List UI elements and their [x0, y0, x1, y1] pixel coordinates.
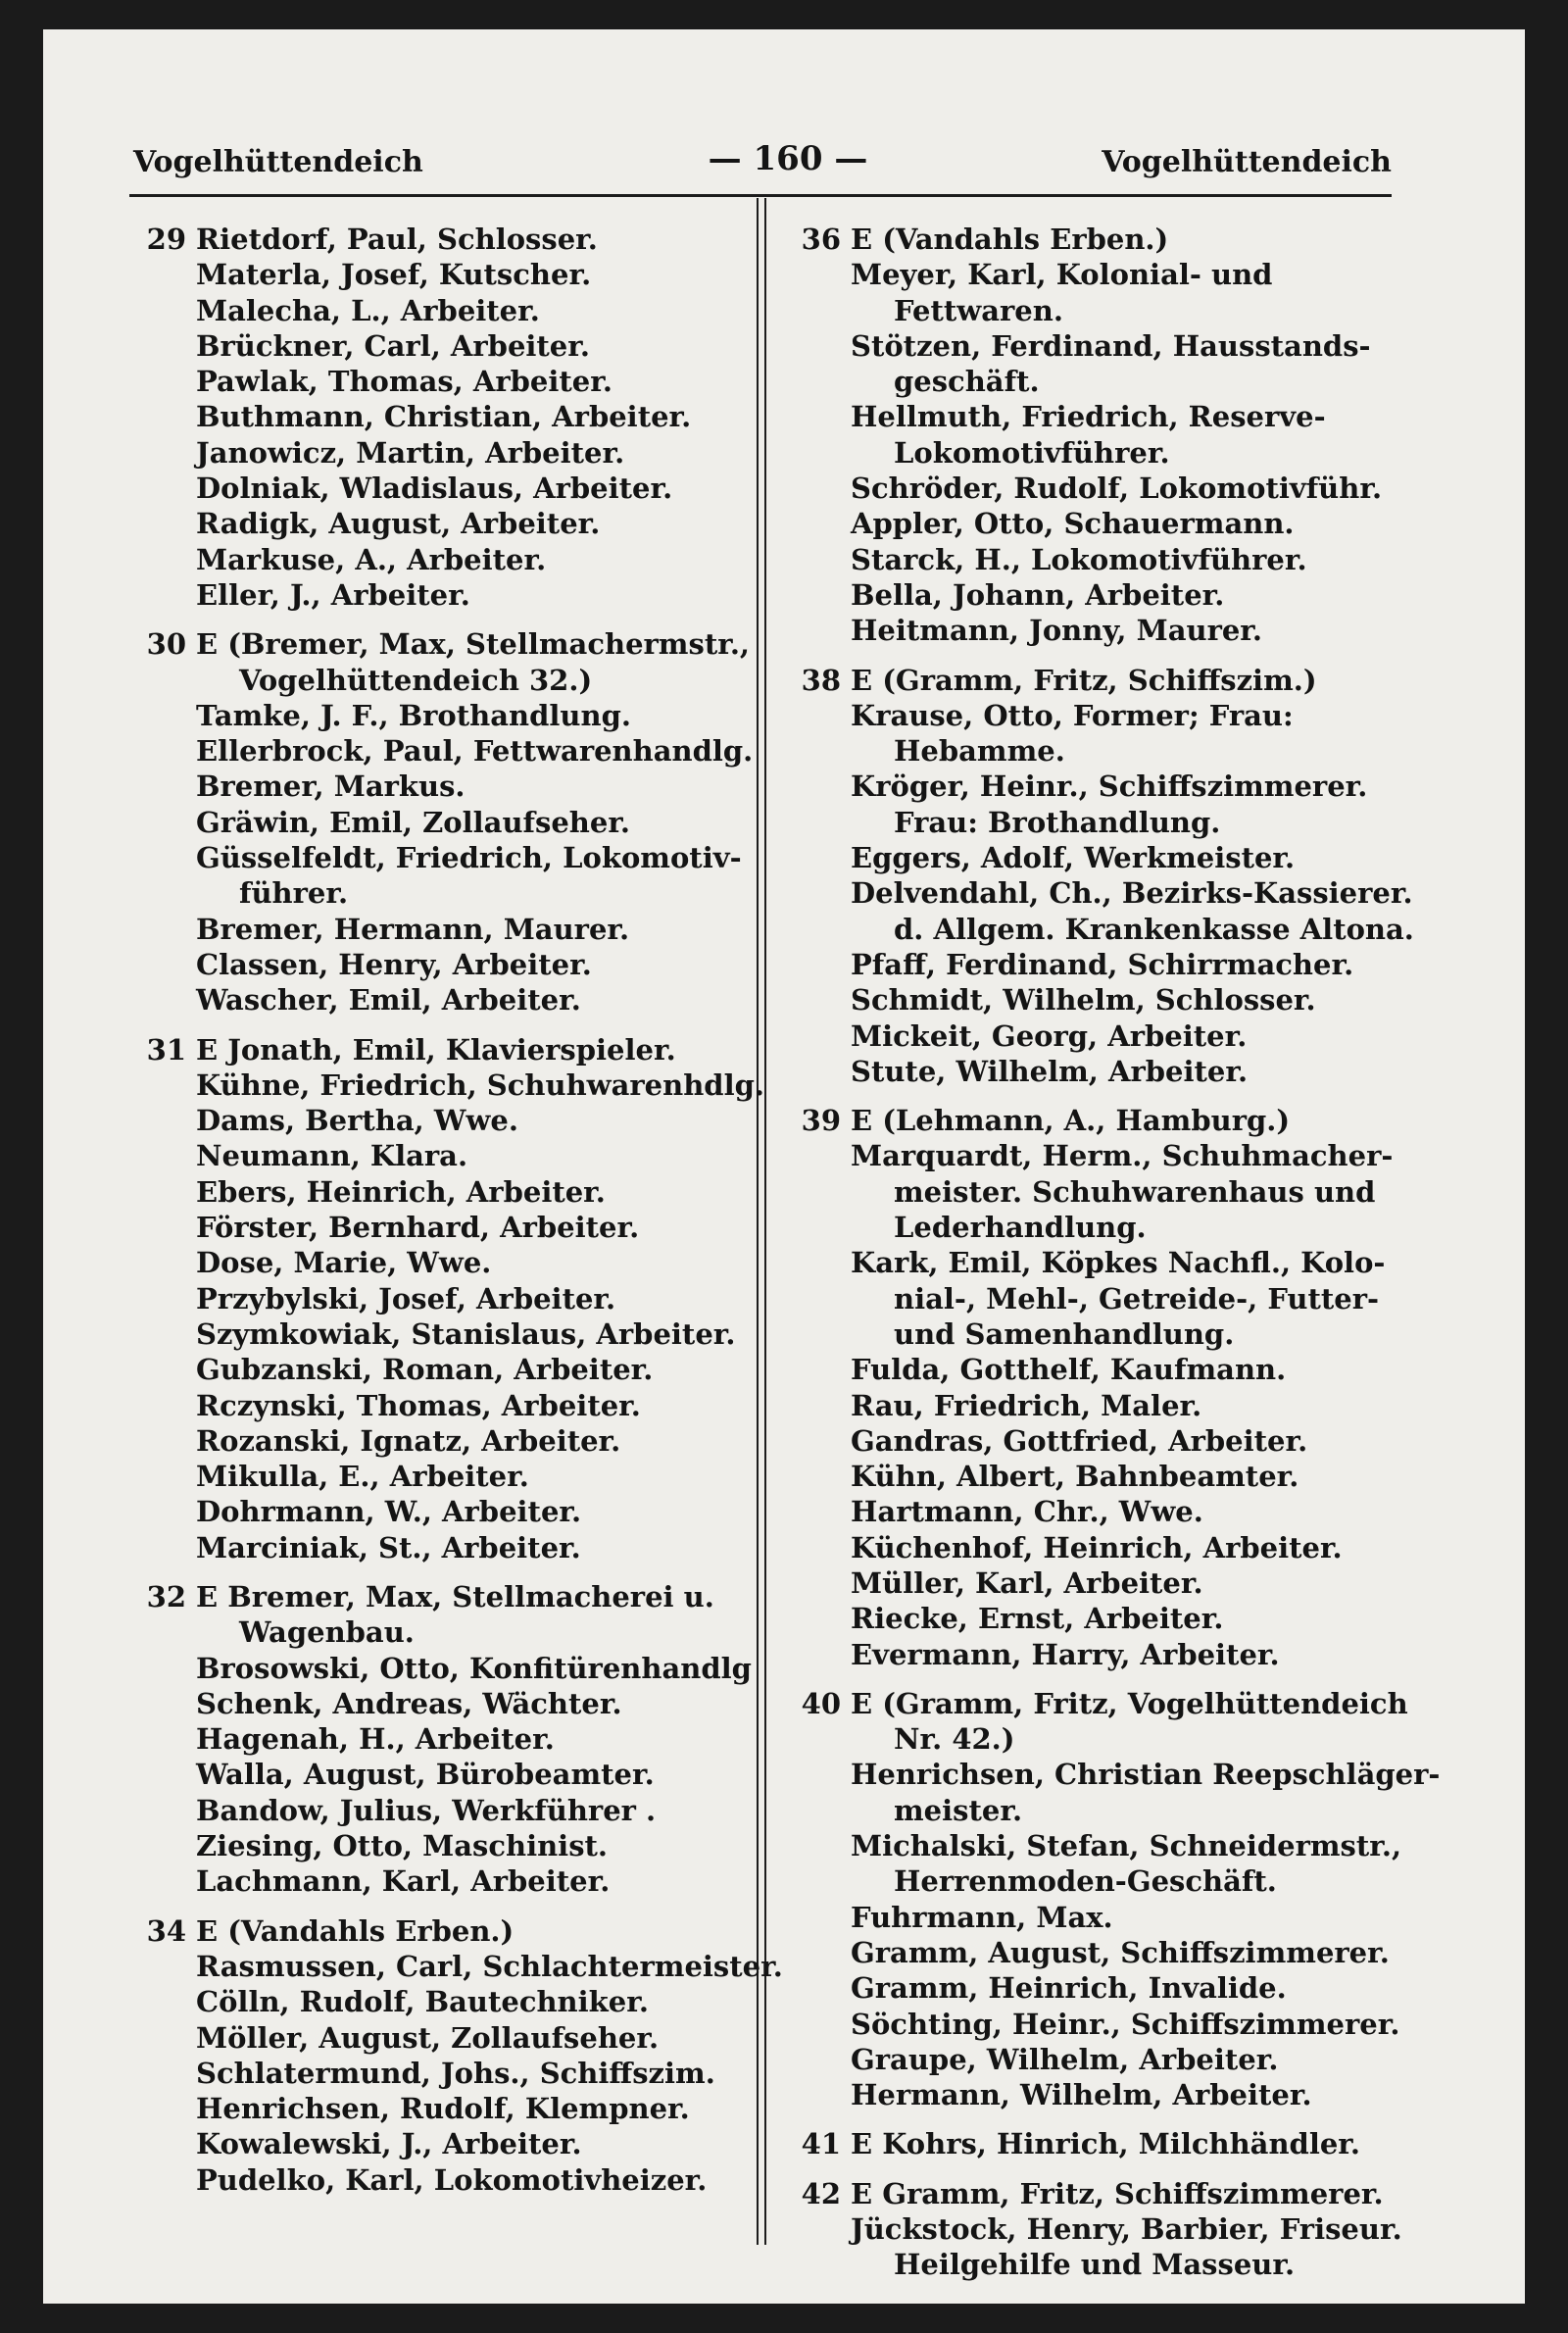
house-entry [141, 222, 744, 613]
resident-line [796, 542, 1462, 577]
resident-line [141, 542, 744, 577]
entry-text: Marquardt, Herm., Schuhmacher- [851, 1139, 1394, 1173]
entry-text: Henrichsen, Rudolf, Klempner. [196, 2092, 690, 2126]
house-line [796, 2126, 1462, 2161]
house-entry [141, 1579, 752, 1900]
entry-text: Ellerbrock, Paul, Fettwarenhandlg. [196, 734, 754, 769]
entry-text: Malecha, L., Arbeiter. [196, 293, 540, 327]
house-number: 34 [146, 1913, 186, 1948]
entry-text: Brosowski, Otto, Konfitürenhandlg [196, 1651, 752, 1685]
house-line [796, 1103, 1462, 1138]
house-number: 42 [801, 2176, 841, 2210]
entry-text: Neumann, Klara. [196, 1139, 468, 1173]
page-header [43, 29, 1525, 196]
entry-text: Classen, Henry, Arbeiter. [196, 947, 592, 981]
entry-text: Dohrmann, W., Arbeiter. [196, 1495, 582, 1529]
resident-line [141, 2020, 744, 2056]
resident-line [141, 364, 744, 399]
resident-line [141, 875, 744, 911]
resident-line [796, 1281, 1462, 1316]
house-line [141, 626, 751, 662]
resident-line [141, 1757, 744, 1792]
resident-line [796, 328, 1462, 364]
entry-text: Rczynski, Thomas, Arbeiter. [196, 1388, 641, 1422]
entry-text: Brückner, Carl, Arbeiter. [196, 328, 590, 363]
entry-text: Michalski, Stefan, Schneidermstr., [851, 1829, 1402, 1863]
entry-text: Gramm, Heinrich, Invalide. [851, 1971, 1287, 2006]
resident-line [796, 1900, 1462, 1935]
entry-text: Wagenbau. [239, 1615, 415, 1650]
entry-text: Stötzen, Ferdinand, Hausstands- [851, 328, 1371, 363]
entry-text: Hermann, Wilhelm, Arbeiter. [851, 2078, 1312, 2112]
resident-line [141, 1245, 744, 1280]
entry-text: Gramm, August, Schiffszimmerer. [851, 1935, 1390, 1969]
entry-text: und Samenhandlung. [894, 1316, 1235, 1351]
running-head-right: Vogelhüttendeich [1102, 145, 1392, 179]
entry-text: Güsselfeldt, Friedrich, Lokomotiv- [196, 841, 742, 875]
entry-text: Schmidt, Wilhelm, Schlosser. [851, 983, 1316, 1018]
house-entry [796, 1686, 1462, 2113]
house-line [796, 1686, 1462, 1721]
entry-text: Gräwin, Emil, Zollaufseher. [196, 805, 631, 839]
house-number: 39 [801, 1104, 841, 1138]
entry-text: Eggers, Adolf, Werkmeister. [851, 841, 1296, 875]
entry-text: Evermann, Harry, Arbeiter. [851, 1637, 1280, 1671]
entry-text: Meyer, Karl, Kolonial- und [851, 258, 1273, 292]
entry-text: Gubzanski, Roman, Arbeiter. [196, 1353, 654, 1387]
resident-line [796, 1138, 1462, 1173]
entry-text: Hebamme. [894, 734, 1065, 769]
entry-text: Janowicz, Martin, Arbeiter. [196, 435, 625, 470]
entry-text: Kowalewski, J., Arbeiter. [196, 2127, 582, 2161]
entry-text: Fettwaren. [894, 293, 1063, 327]
entry-text: Fulda, Gotthelf, Kaufmann. [851, 1353, 1287, 1387]
resident-line [796, 364, 1462, 399]
house-number: 29 [146, 223, 186, 256]
resident-line [796, 733, 1462, 769]
entry-text: meister. Schuhwarenhaus und [894, 1174, 1376, 1209]
entry-text: Rasmussen, Carl, Schlachtermeister. [196, 1949, 783, 1983]
house-number: 31 [146, 1032, 186, 1067]
resident-line [141, 1949, 783, 1984]
entry-text: Schlatermund, Johs., Schiffszim. [196, 2056, 715, 2090]
entry-text: E (Vandahls Erben.) [196, 1913, 514, 1948]
entry-text: Vogelhüttendeich 32.) [239, 663, 593, 697]
entry-text: Dolniak, Wladislaus, Arbeiter. [196, 472, 673, 506]
resident-line [796, 875, 1462, 911]
entry-text: Nr. 42.) [894, 1722, 1015, 1757]
entry-text: Pfaff, Ferdinand, Schirrmacher. [851, 947, 1354, 981]
entry-text: Müller, Karl, Arbeiter. [851, 1565, 1203, 1600]
entry-text: Marciniak, St., Arbeiter. [196, 1530, 581, 1564]
resident-line [141, 1984, 744, 2019]
resident-line [796, 698, 1462, 733]
resident-line [141, 1067, 764, 1103]
entry-text: Kark, Emil, Köpkes Nachfl., Kolo- [851, 1246, 1386, 1280]
resident-line [796, 399, 1462, 434]
entry-text: führer. [239, 876, 349, 911]
entry-text: Lachmann, Karl, Arbeiter. [196, 1864, 611, 1899]
entry-text: Szymkowiak, Stanislaus, Arbeiter. [196, 1316, 736, 1351]
resident-line [141, 698, 744, 733]
resident-line [141, 328, 744, 364]
resident-line [796, 1530, 1462, 1565]
entry-text: meister. [894, 1793, 1023, 1827]
resident-line [141, 577, 744, 613]
resident-line [141, 471, 744, 506]
entry-text: Cölln, Rudolf, Bautechniker. [196, 1985, 649, 2019]
entry-text: Przybylski, Josef, Arbeiter. [196, 1281, 616, 1315]
resident-line [796, 471, 1462, 506]
resident-line [796, 1423, 1462, 1459]
entry-text: Appler, Otto, Schauermann. [851, 507, 1295, 541]
entry-text: Lederhandlung. [894, 1211, 1147, 1245]
resident-line [141, 2126, 744, 2161]
resident-line [796, 840, 1462, 875]
resident-line [141, 733, 754, 769]
resident-line [796, 1352, 1462, 1387]
entry-text: Dose, Marie, Wwe. [196, 1246, 492, 1280]
resident-line [141, 1651, 752, 1686]
entry-text: Radigk, August, Arbeiter. [196, 507, 601, 541]
resident-line [141, 435, 744, 471]
resident-line [796, 2211, 1462, 2247]
entry-text: Hagenah, H., Arbeiter. [196, 1722, 555, 1757]
entry-text: Heilgehilfe und Masseur. [894, 2248, 1296, 2282]
entry-text: Delvendahl, Ch., Bezirks-Kassierer. [851, 876, 1413, 911]
entry-text: Hellmuth, Friedrich, Reserve- [851, 400, 1326, 434]
entry-text: Tamke, J. F., Brothandlung. [196, 698, 631, 732]
entry-text: Eller, J., Arbeiter. [196, 577, 470, 612]
entry-text: Söchting, Heinr., Schiffszimmerer. [851, 2007, 1400, 2041]
entry-text: E Jonath, Emil, Klavierspieler. [196, 1032, 676, 1067]
resident-line [796, 1245, 1462, 1280]
entry-text: Pudelko, Karl, Lokomotivheizer. [196, 2162, 708, 2197]
house-number: 30 [146, 627, 186, 662]
entry-text: E (Gramm, Fritz, Vogelhüttendeich [851, 1686, 1408, 1720]
entry-text: Kühn, Albert, Bahnbeamter. [851, 1460, 1299, 1494]
column-divider [757, 198, 766, 2245]
house-entry [796, 663, 1462, 1090]
resident-line [796, 1863, 1462, 1899]
resident-line [796, 1388, 1462, 1423]
left-column [141, 222, 783, 2198]
entry-text: Schenk, Andreas, Wächter. [196, 1686, 622, 1720]
resident-line [796, 2077, 1462, 2112]
resident-line [796, 1601, 1462, 1636]
resident-line [796, 1054, 1462, 1089]
resident-line [141, 1530, 744, 1565]
entry-text: Ziesing, Otto, Maschinist. [196, 1829, 609, 1863]
resident-line [796, 1210, 1462, 1245]
entry-text: Bella, Johann, Arbeiter. [851, 577, 1225, 612]
entry-text: Pawlak, Thomas, Arbeiter. [196, 365, 612, 399]
resident-line [141, 399, 744, 434]
resident-line [796, 1757, 1462, 1792]
entry-text: Lokomotivführer. [894, 435, 1170, 470]
house-line [141, 1032, 744, 1067]
house-line [141, 1579, 744, 1614]
entry-text: Rietdorf, Paul, Schlosser. [196, 223, 598, 256]
entry-text: E Kohrs, Hinrich, Milchhändler. [851, 2127, 1361, 2161]
resident-line [796, 1565, 1462, 1601]
entry-text: Krause, Otto, Former; Frau: [851, 698, 1294, 732]
resident-line [141, 1138, 744, 1173]
resident-line [796, 1494, 1462, 1529]
resident-line [796, 947, 1462, 982]
resident-line [796, 1828, 1462, 1863]
entry-text: Materla, Josef, Kutscher. [196, 258, 592, 292]
entry-text: Bandow, Julius, Werkführer . [196, 1793, 657, 1827]
resident-line [141, 506, 744, 541]
entry-text: d. Allgem. Krankenkasse Altona. [894, 912, 1414, 946]
entry-text: Möller, August, Zollaufseher. [196, 2020, 660, 2055]
entry-text: Bremer, Markus. [196, 769, 466, 804]
entry-text: Mikulla, E., Arbeiter. [196, 1460, 529, 1494]
house-number: 40 [801, 1686, 841, 1720]
entry-text: E (Gramm, Fritz, Schiffszim.) [851, 663, 1317, 697]
resident-line [141, 663, 744, 698]
entry-text: Mickeit, Georg, Arbeiter. [851, 1018, 1248, 1053]
house-number: 32 [146, 1579, 186, 1613]
resident-line [141, 293, 744, 328]
entry-text: Bremer, Hermann, Maurer. [196, 912, 630, 946]
house-line [796, 663, 1462, 698]
resident-line [796, 1637, 1462, 1672]
entry-text: Kröger, Heinr., Schiffszimmerer. [851, 769, 1368, 804]
entry-text: Buthmann, Christian, Arbeiter. [196, 400, 692, 434]
entry-text: Rozanski, Ignatz, Arbeiter. [196, 1423, 621, 1458]
house-entry [796, 2126, 1462, 2161]
entry-text: E Gramm, Fritz, Schiffszimmerer. [851, 2176, 1384, 2210]
entry-text: Frau: Brothandlung. [894, 805, 1221, 839]
resident-line [796, 1459, 1462, 1494]
resident-line [796, 257, 1462, 292]
house-entry [141, 626, 754, 1018]
resident-line [141, 1423, 744, 1459]
entry-text: nial-, Mehl-, Getreide-, Futter- [894, 1281, 1380, 1315]
resident-line [141, 1494, 744, 1529]
resident-line [796, 982, 1462, 1018]
resident-line [141, 1686, 744, 1721]
resident-line [141, 1281, 744, 1316]
resident-line [141, 769, 744, 804]
resident-line [796, 2042, 1462, 2077]
resident-line [141, 1352, 744, 1387]
entry-text: E Bremer, Max, Stellmacherei u. [196, 1579, 714, 1613]
entry-text: E (Vandahls Erben.) [851, 223, 1169, 256]
resident-line [796, 435, 1462, 471]
house-line [796, 222, 1462, 257]
resident-line [796, 1970, 1462, 2006]
house-number: 38 [801, 663, 841, 697]
resident-line [796, 805, 1462, 840]
resident-line [141, 257, 744, 292]
resident-line [796, 293, 1462, 328]
resident-line [141, 2091, 744, 2126]
resident-line [141, 1174, 744, 1210]
house-line [141, 1913, 744, 1949]
resident-line [796, 1316, 1462, 1352]
entry-text: Herrenmoden-Geschäft. [894, 1864, 1277, 1899]
house-entry [796, 1103, 1462, 1672]
resident-line [141, 982, 744, 1018]
resident-line [141, 1210, 744, 1245]
entry-text: Heitmann, Jonny, Maurer. [851, 614, 1263, 648]
house-number: 36 [801, 223, 841, 256]
entry-text: Rau, Friedrich, Maler. [851, 1388, 1202, 1422]
running-head-left: Vogelhüttendeich [133, 145, 423, 179]
entry-text: Jückstock, Henry, Barbier, Friseur. [851, 2212, 1402, 2247]
entry-text: Markuse, A., Arbeiter. [196, 542, 547, 576]
house-entry [141, 1032, 764, 1565]
resident-line [141, 947, 744, 982]
resident-line [796, 1721, 1462, 1757]
entry-text: E (Bremer, Max, Stellmachermstr., [196, 627, 751, 662]
resident-line [141, 2162, 744, 2198]
resident-line [796, 2247, 1462, 2282]
right-column [796, 222, 1462, 2283]
house-number: 41 [801, 2127, 841, 2161]
house-line [796, 2176, 1462, 2211]
resident-line [796, 912, 1462, 947]
resident-line [141, 1388, 744, 1423]
page-number: — 160 — [708, 139, 868, 178]
directory-page [43, 29, 1525, 2304]
resident-line [141, 1459, 744, 1494]
entry-text: E (Lehmann, A., Hamburg.) [851, 1104, 1291, 1138]
entry-text: Riecke, Ernst, Arbeiter. [851, 1602, 1224, 1636]
entry-text: Schröder, Rudolf, Lokomotivführ. [851, 472, 1383, 506]
entry-text: Fuhrmann, Max. [851, 1900, 1113, 1934]
entry-text: Graupe, Wilhelm, Arbeiter. [851, 2042, 1279, 2076]
entry-text: Walla, August, Bürobeamter. [196, 1758, 655, 1792]
resident-line [141, 2056, 744, 2091]
resident-line [796, 1793, 1462, 1828]
entry-text: Wascher, Emil, Arbeiter. [196, 983, 581, 1018]
resident-line [141, 1103, 744, 1138]
entry-text: Kühne, Friedrich, Schuhwarenhdlg. [196, 1067, 764, 1102]
resident-line [141, 1793, 744, 1828]
entry-text: Stute, Wilhelm, Arbeiter. [851, 1054, 1249, 1088]
resident-line [141, 912, 744, 947]
resident-line [141, 1828, 744, 1863]
entry-text: Gandras, Gottfried, Arbeiter. [851, 1423, 1308, 1458]
header-rule [129, 194, 1392, 197]
house-entry [141, 1913, 783, 2198]
entry-text: Ebers, Heinrich, Arbeiter. [196, 1174, 606, 1209]
resident-line [796, 506, 1462, 541]
entry-text: Dams, Bertha, Wwe. [196, 1104, 518, 1138]
house-entry [796, 222, 1462, 649]
entry-text: Henrichsen, Christian Reepschläger- [851, 1758, 1441, 1792]
resident-line [141, 1316, 744, 1352]
resident-line [796, 2007, 1462, 2042]
resident-line [796, 1935, 1462, 1970]
resident-line [141, 1614, 744, 1650]
resident-line [796, 769, 1462, 804]
resident-line [796, 1174, 1462, 1210]
resident-line [796, 1018, 1462, 1054]
entry-text: Starck, H., Lokomotivführer. [851, 542, 1307, 576]
resident-line [141, 840, 744, 875]
entry-text: Küchenhof, Heinrich, Arbeiter. [851, 1530, 1343, 1564]
resident-line [141, 1721, 744, 1757]
entry-text: Hartmann, Chr., Wwe. [851, 1495, 1203, 1529]
resident-line [796, 577, 1462, 613]
resident-line [141, 805, 744, 840]
resident-line [141, 1863, 744, 1899]
resident-line [796, 613, 1462, 648]
house-line [141, 222, 744, 257]
house-entry [796, 2176, 1462, 2283]
entry-text: geschäft. [894, 365, 1040, 399]
entry-text: Förster, Bernhard, Arbeiter. [196, 1211, 640, 1245]
